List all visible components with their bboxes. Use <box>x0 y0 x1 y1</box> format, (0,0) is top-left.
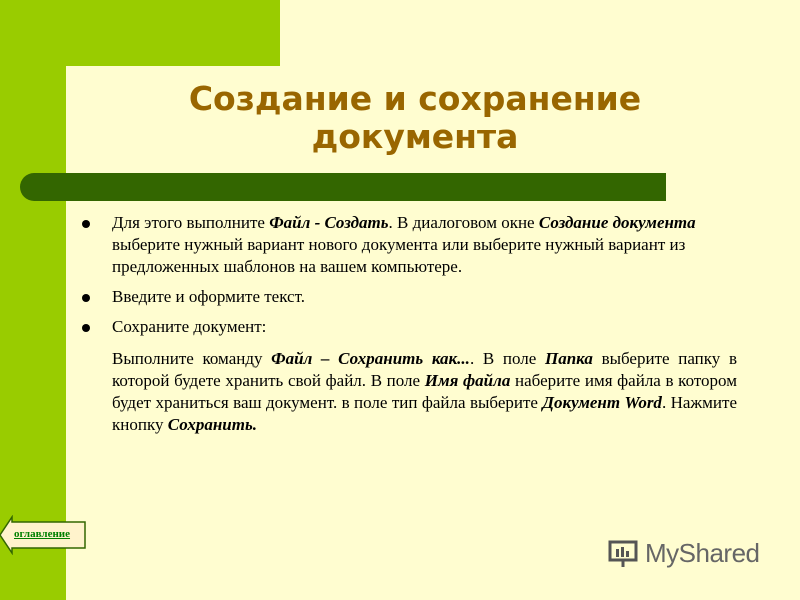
para-text: . В поле <box>469 349 545 368</box>
bullet-text: выберите нужный вариант нового документа или выберите нужный вариант из предложенных шаблонов на вашем компьютере. <box>112 235 686 276</box>
field-name-text: Папка <box>545 349 593 368</box>
para-text: Выполните команду <box>112 349 272 368</box>
bullet-item-3 <box>82 316 737 338</box>
menu-command-text: Файл - Создать <box>269 213 389 232</box>
title-divider-bar <box>20 173 666 201</box>
logo-text: MyShared <box>645 537 760 568</box>
presentation-board-icon <box>607 538 639 568</box>
menu-command-text: Файл – Сохранить как... <box>271 349 470 368</box>
toc-link[interactable]: оглавление <box>14 528 71 540</box>
bullet-text: Сохраните документ: <box>112 317 267 336</box>
dialog-name-text: Создание документа <box>538 213 696 232</box>
bullet-item-2 <box>82 286 737 308</box>
field-name-text: Имя файла <box>424 371 511 390</box>
slide-title <box>150 80 680 156</box>
button-name-text: Сохранить. <box>167 415 257 434</box>
top-green-band <box>0 0 280 66</box>
toc-button[interactable] <box>0 515 86 555</box>
myshared-logo <box>607 536 760 570</box>
para-text: наберите имя файла в котором будет храниться ваш документ. в поле тип файла выберите <box>112 371 737 412</box>
left-green-band <box>0 0 66 600</box>
bullet-icon <box>82 294 90 302</box>
bullet-text: Введите и оформите текст. <box>112 287 306 306</box>
slide-title-line1: Создание и сохранение <box>188 79 642 118</box>
bullet-item-1 <box>82 212 737 278</box>
content-corner <box>66 66 106 106</box>
bullet-text: Для этого выполните <box>112 213 270 232</box>
para-text: выберите папку в которой будете хранить свой файл. В поле <box>112 349 737 390</box>
file-type-text: Документ Word <box>542 393 662 412</box>
slide-title-line2: документа <box>311 117 519 156</box>
save-instructions-paragraph <box>82 348 737 436</box>
bullet-icon <box>82 324 90 332</box>
bullet-text: . В диалоговом окне <box>388 213 539 232</box>
slide-body <box>82 212 737 436</box>
bullet-icon <box>82 220 90 228</box>
para-text: . Нажмите кнопку <box>112 393 737 434</box>
